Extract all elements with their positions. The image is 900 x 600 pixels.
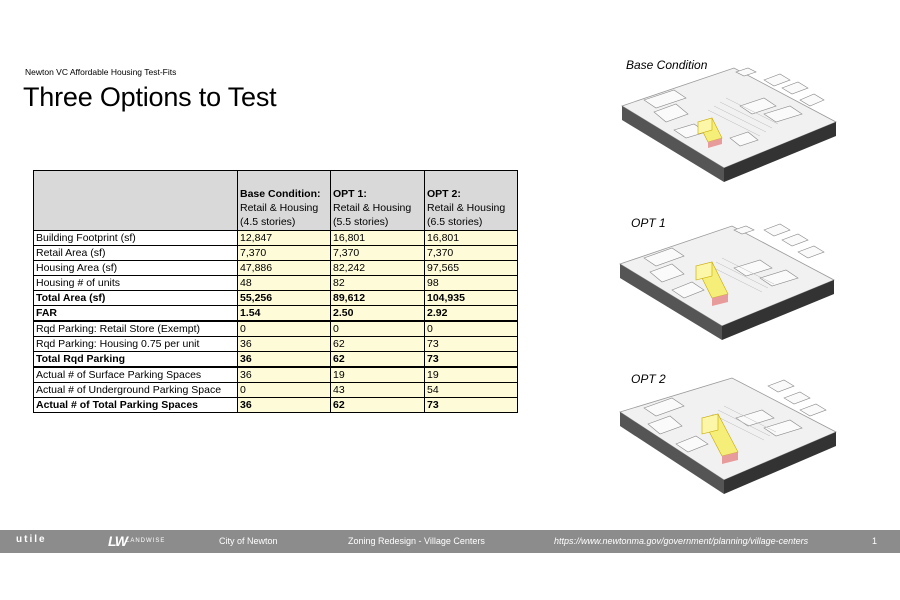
cell-value: 48 xyxy=(238,276,331,291)
cell-value: 0 xyxy=(425,321,518,337)
cell-value: 47,886 xyxy=(238,261,331,276)
page-number: 1 xyxy=(872,536,878,546)
column-stories: (4.5 stories) xyxy=(240,216,296,228)
render-base-condition xyxy=(614,60,844,190)
row-label: Actual # of Underground Parking Space xyxy=(34,383,238,398)
cell-value: 73 xyxy=(425,352,518,368)
render-opt2 xyxy=(614,372,844,502)
column-title: OPT 1: xyxy=(333,188,367,200)
column-subtitle: Retail & Housing xyxy=(240,202,319,214)
row-label: Total Area (sf) xyxy=(34,291,238,306)
column-subtitle: Retail & Housing xyxy=(333,202,412,214)
table-row xyxy=(34,321,518,337)
cell-value: 36 xyxy=(238,367,331,383)
options-table xyxy=(33,170,518,413)
row-label: Rqd Parking: Retail Store (Exempt) xyxy=(34,321,238,337)
cell-value: 36 xyxy=(238,337,331,352)
column-header-opt1 xyxy=(331,171,425,231)
row-label: Rqd Parking: Housing 0.75 per unit xyxy=(34,337,238,352)
table-row-total-area xyxy=(34,291,518,306)
table-row xyxy=(34,276,518,291)
cell-value: 7,370 xyxy=(331,246,425,261)
table-row-total-parking xyxy=(34,352,518,368)
cell-value: 0 xyxy=(331,321,425,337)
cell-value: 43 xyxy=(331,383,425,398)
row-label: Actual # of Total Parking Spaces xyxy=(34,398,238,413)
row-label: Housing # of units xyxy=(34,276,238,291)
table-row xyxy=(34,231,518,246)
cell-value: 2.92 xyxy=(425,306,518,322)
cell-value: 62 xyxy=(331,398,425,413)
cell-value: 36 xyxy=(238,352,331,368)
row-label: Housing Area (sf) xyxy=(34,261,238,276)
table-row xyxy=(34,383,518,398)
render-label-opt2: OPT 2 xyxy=(631,372,666,386)
column-title: Base Condition: xyxy=(240,188,321,200)
table-header-corner xyxy=(34,171,238,231)
cell-value: 36 xyxy=(238,398,331,413)
table-row-far xyxy=(34,306,518,322)
cell-value: 16,801 xyxy=(331,231,425,246)
cell-value: 12,847 xyxy=(238,231,331,246)
row-label: Total Rqd Parking xyxy=(34,352,238,368)
table-header-row xyxy=(34,171,518,231)
row-label: FAR xyxy=(34,306,238,322)
cell-value: 62 xyxy=(331,352,425,368)
cell-value: 55,256 xyxy=(238,291,331,306)
cell-value: 89,612 xyxy=(331,291,425,306)
table-row xyxy=(34,367,518,383)
cell-value: 19 xyxy=(425,367,518,383)
column-header-opt2 xyxy=(425,171,518,231)
cell-value: 73 xyxy=(425,337,518,352)
render-label-opt1: OPT 1 xyxy=(631,216,666,230)
row-label: Building Footprint (sf) xyxy=(34,231,238,246)
table-row xyxy=(34,261,518,276)
cell-value: 0 xyxy=(238,321,331,337)
page-title: Three Options to Test xyxy=(23,82,277,112)
cell-value: 7,370 xyxy=(425,246,518,261)
column-stories: (5.5 stories) xyxy=(333,216,389,228)
cell-value: 98 xyxy=(425,276,518,291)
column-subtitle: Retail & Housing xyxy=(427,202,506,214)
render-opt1 xyxy=(614,210,844,345)
cell-value: 62 xyxy=(331,337,425,352)
column-title: OPT 2: xyxy=(427,188,461,200)
cell-value: 82,242 xyxy=(331,261,425,276)
table-row-total-actual-parking xyxy=(34,398,518,413)
cell-value: 82 xyxy=(331,276,425,291)
cell-value: 1.54 xyxy=(238,306,331,322)
cell-value: 54 xyxy=(425,383,518,398)
render-label-base: Base Condition xyxy=(626,58,708,72)
landwise-logo-icon: LW xyxy=(108,533,127,549)
cell-value: 19 xyxy=(331,367,425,383)
footer-city: City of Newton xyxy=(219,536,278,546)
cell-value: 97,565 xyxy=(425,261,518,276)
footer-project: Zoning Redesign - Village Centers xyxy=(348,536,485,546)
table-row xyxy=(34,337,518,352)
document-subtitle: Newton VC Affordable Housing Test-Fits xyxy=(25,67,177,77)
cell-value: 0 xyxy=(238,383,331,398)
table-row xyxy=(34,246,518,261)
column-header-base xyxy=(238,171,331,231)
landwise-wordmark: LANDWISE xyxy=(126,538,166,544)
row-label: Actual # of Surface Parking Spaces xyxy=(34,367,238,383)
cell-value: 73 xyxy=(425,398,518,413)
row-label: Retail Area (sf) xyxy=(34,246,238,261)
footer-url[interactable]: https://www.newtonma.gov/government/planning/village-centers xyxy=(554,536,809,546)
cell-value: 7,370 xyxy=(238,246,331,261)
utile-logo: utile xyxy=(16,534,47,545)
footer-bar xyxy=(0,530,900,553)
cell-value: 104,935 xyxy=(425,291,518,306)
cell-value: 2.50 xyxy=(331,306,425,322)
cell-value: 16,801 xyxy=(425,231,518,246)
column-stories: (6.5 stories) xyxy=(427,216,483,228)
